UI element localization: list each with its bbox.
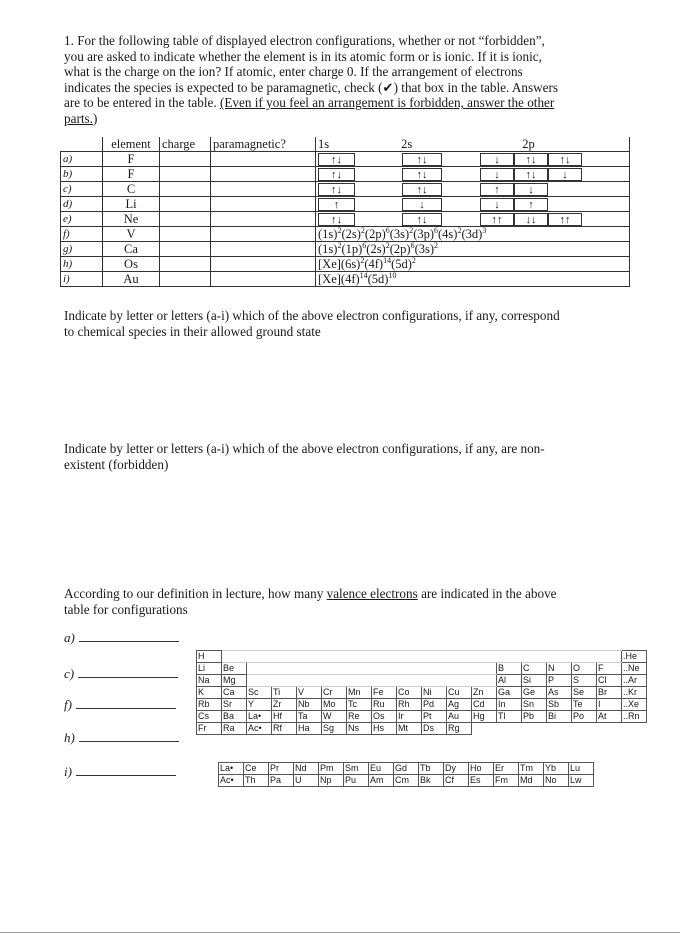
element-cell: Ha [297,723,322,735]
periodic-row [219,775,594,787]
element-cell: Tm [519,763,544,775]
element-cell: Pu [344,775,369,787]
element-cell: .He [622,651,647,663]
header-2s: 2s [401,136,413,151]
empty-cell [247,675,272,687]
empty-cell [497,723,522,735]
empty-cell [247,663,272,675]
element-cell: Hg [472,711,497,723]
element-cell: Rb [197,699,222,711]
empty-cell [447,675,472,687]
element-cell: ..Kr [622,687,647,699]
element-cell: Cr [322,687,347,699]
periodic-row [197,687,647,699]
question-1-text: 1. For the following table of displayed electron configurations, whether or not “forbidden”, you are asked to indicate whether the element is in its atomic form or is ionic. If it is ionic, what is the charge on the ion? If atomic, enter charge 0. If the arrangement of electrons indicates the species is expected to be paramagnetic, check (✔) that box in the table. Answers are to be entered in the table. (Even if you feel an arrangement is forbidden, answer the other parts.) [64,33,634,127]
element-cell: Bk [419,775,444,787]
config-i: $[Xe](4f)^{14}(5d)^{10}$ [316,272,630,287]
element-cell: Ru [372,699,397,711]
element-cell: Ac• [247,723,272,735]
element-cell: Fr [197,723,222,735]
periodic-row [219,763,594,775]
periodic-row [197,663,647,675]
question-ground-state: Indicate by letter or letters (a-i) which of the above electron configurations, if any, correspond to chemical species in their allowed ground state [64,308,560,339]
empty-cell [522,723,547,735]
empty-cell [272,675,297,687]
element-cell: W [322,711,347,723]
periodic-row [197,651,647,663]
element-cell: Sn [522,699,547,711]
empty-cell [597,723,622,735]
element-cell: Pr [269,763,294,775]
element-cell: Ra [222,723,247,735]
element-cell: Ti [272,687,297,699]
config-h: $[Xe](6s)^2(4f)^{14}(5d)^2$ [316,257,630,272]
element-cell: Pa [269,775,294,787]
table-row: e) Ne ↑↓ ↑↓ ↑↑ ↓↓ ↑↑ [61,212,630,227]
page-bottom-rule [0,932,680,933]
element-cell: Gd [394,763,419,775]
element-cell: Au [447,711,472,723]
charge-cell[interactable] [160,272,211,287]
element-cell: Mn [347,687,372,699]
element-cell: Ge [522,687,547,699]
element-cell: Si [522,675,547,687]
element-cell: Hf [272,711,297,723]
element-cell: Os [372,711,397,723]
element-cell: Zn [472,687,497,699]
element-cell: Be [222,663,247,675]
element-cell: Ds [422,723,447,735]
empty-cell [472,723,497,735]
config-f: $(1s)^2(2s)^2(2p)^6(3s)^2(3p)^6(4s)^2(3d)^3$ [316,227,630,242]
element-cell: Ga [497,687,522,699]
element-cell: ..Ne [622,663,647,675]
element-cell: Tb [419,763,444,775]
element-cell: Sb [547,699,572,711]
empty-cell [347,651,372,663]
element-cell: U [294,775,319,787]
empty-cell [547,651,572,663]
table-row: h) Os $[Xe](6s)^2(4f)^{14}(5d)^2$ [61,257,630,272]
intro-line-4: indicates the species is expected to be paramagnetic, check (✔) that box in the table. Answers [64,79,559,95]
element-cell: N [547,663,572,675]
empty-cell [222,651,247,663]
element-cell: Yb [544,763,569,775]
element-cell: Co [397,687,422,699]
charge-cell[interactable] [160,227,211,242]
empty-cell [497,651,522,663]
element-cell: Pm [319,763,344,775]
element-cell: Rg [447,723,472,735]
paramagnetic-cell[interactable] [211,182,316,197]
header-paramagnetic: paramagnetic? [211,137,316,152]
element-cell: I [597,699,622,711]
empty-cell [272,651,297,663]
element-cell: Mo [322,699,347,711]
paramagnetic-cell[interactable] [211,152,316,167]
element-cell: Ag [447,699,472,711]
empty-cell [397,675,422,687]
empty-cell [322,651,347,663]
periodic-table-f-block [218,762,594,787]
element-cell: S [572,675,597,687]
answer-a[interactable]: a) [64,630,179,646]
config-g: $(1s)^2(1p)^6(2s)^2(2p)^6(3s)^2$ [316,242,630,257]
element-cell: No [544,775,569,787]
charge-cell[interactable] [160,242,211,257]
element-cell: C [522,663,547,675]
empty-cell [597,651,622,663]
element-cell: Se [572,687,597,699]
table-row: f) V $(1s)^2(2s)^2(2p)^6(3s)^2(3p)^6(4s)^2(3d)^3$ [61,227,630,242]
charge-cell[interactable] [160,212,211,227]
element-cell: Po [572,711,597,723]
element-cell: Cl [597,675,622,687]
empty-cell [397,663,422,675]
element-cell: Lw [569,775,594,787]
periodic-table [196,650,647,735]
element-cell: Dy [444,763,469,775]
element-cell: Bi [547,711,572,723]
element-cell: Na [197,675,222,687]
empty-cell [472,663,497,675]
table-row: i) Au $[Xe](4f)^{14}(5d)^{10}$ [61,272,630,287]
intro-underlined-2: parts. [64,110,93,126]
element-cell: Ac• [219,775,244,787]
element-cell: Li [197,663,222,675]
element-cell: La• [219,763,244,775]
element-cell: Br [597,687,622,699]
element-cell: Cf [444,775,469,787]
question-valence: According to our definition in lecture, how many valence electrons are indicated in the above table for configurations [64,586,557,617]
element-cell: Mt [397,723,422,735]
empty-cell [522,651,547,663]
element-cell: La• [247,711,272,723]
paramagnetic-cell[interactable] [211,212,316,227]
element-cell: Sc [247,687,272,699]
table-row: g) Ca $(1s)^2(1p)^6(2s)^2(2p)^6(3s)^2$ [61,242,630,257]
empty-cell [472,651,497,663]
element-cell: ..Ar [622,675,647,687]
element-cell: Ho [469,763,494,775]
element-cell: ..Xe [622,699,647,711]
electron-config-table [60,137,630,287]
intro-line-2: you are asked to indicate whether the element is in its atomic form or is ionic. If it is ionic, [64,48,542,64]
empty-cell [297,663,322,675]
periodic-row [197,723,647,735]
empty-cell [422,663,447,675]
element-cell: Md [519,775,544,787]
element-cell: Nd [294,763,319,775]
element-cell: Eu [369,763,394,775]
empty-cell [297,651,322,663]
intro-line-5: are to be entered in the table. [64,95,220,111]
element-cell: At [597,711,622,723]
header-2p: 2p [522,136,535,151]
element-cell: Fe [372,687,397,699]
element-cell: Sg [322,723,347,735]
empty-cell [372,675,397,687]
header-charge: charge [160,137,211,152]
answer-f[interactable]: f) [64,697,176,713]
header-element: element [103,137,160,152]
element-cell: Tc [347,699,372,711]
element-cell: Sr [222,699,247,711]
question-forbidden: Indicate by letter or letters (a-i) which of the above electron configurations, if any, are non- existent (forbidden) [64,441,545,472]
empty-cell [572,651,597,663]
paramagnetic-cell[interactable] [211,227,316,242]
element-cell: Ir [397,711,422,723]
element-cell: Zr [272,699,297,711]
element-cell: Fm [494,775,519,787]
table-row: a) F ↑↓ ↑↓ ↓ ↑↓ ↑↓ [61,152,630,167]
element-cell: B [497,663,522,675]
intro-line-1: 1. For the following table of displayed electron configurations, whether or not “forbidden”, [64,33,545,48]
periodic-row [197,699,647,711]
empty-cell [397,651,422,663]
empty-cell [447,651,472,663]
element-cell: Pt [422,711,447,723]
element-cell: Th [244,775,269,787]
header-1s: 1s [318,136,330,151]
empty-cell [447,663,472,675]
table-row: b) F ↑↓ ↑↓ ↓ ↑↓ ↓ [61,167,630,182]
element-cell: Nb [297,699,322,711]
answer-i[interactable]: i) [64,764,176,780]
empty-cell [347,663,372,675]
element-cell: Pd [422,699,447,711]
element-cell: Ce [244,763,269,775]
element-cell: Er [494,763,519,775]
charge-cell[interactable] [160,197,211,212]
empty-cell [272,663,297,675]
empty-cell [622,723,647,735]
empty-cell [572,723,597,735]
element-cell: Cs [197,711,222,723]
charge-cell[interactable] [160,167,211,182]
charge-cell[interactable] [160,182,211,197]
empty-cell [422,675,447,687]
periodic-row [197,711,647,723]
element-cell: Sm [344,763,369,775]
paramagnetic-cell[interactable] [211,257,316,272]
element-cell: Es [469,775,494,787]
element-cell: As [547,687,572,699]
element-cell: Ni [422,687,447,699]
element-cell: Lu [569,763,594,775]
element-cell: Te [572,699,597,711]
element-cell: Tl [497,711,522,723]
charge-cell[interactable] [160,257,211,272]
empty-cell [422,651,447,663]
element-cell: Cm [394,775,419,787]
element-cell: F [597,663,622,675]
element-cell: V [297,687,322,699]
element-cell: In [497,699,522,711]
intro-line-3: what is the charge on the ion? If atomic, enter charge 0. If the arrangement of electrons [64,64,523,80]
paramagnetic-cell[interactable] [211,242,316,257]
intro-underlined: (Even if you feel an arrangement is forbidden, answer the other [219,95,555,111]
table-header-row [61,137,630,152]
paramagnetic-cell[interactable] [211,167,316,182]
answer-c[interactable]: c) [64,666,178,682]
element-cell: O [572,663,597,675]
element-cell: Ba [222,711,247,723]
element-cell: Rf [272,723,297,735]
element-cell: Ca [222,687,247,699]
empty-cell [247,651,272,663]
element-cell: Y [247,699,272,711]
element-cell: P [547,675,572,687]
element-cell: Al [497,675,522,687]
element-cell: Pb [522,711,547,723]
empty-cell [547,723,572,735]
element-cell: Ta [297,711,322,723]
element-cell: Am [369,775,394,787]
table-row: c) C ↑↓ ↑↓ ↑ ↓ [61,182,630,197]
empty-cell [347,675,372,687]
element-cell: Cd [472,699,497,711]
element-cell: K [197,687,222,699]
element-cell: Np [319,775,344,787]
answer-h[interactable]: h) [64,730,179,746]
element-cell: H [197,651,222,663]
empty-cell [297,675,322,687]
element-cell: Mg [222,675,247,687]
empty-cell [472,675,497,687]
empty-cell [372,651,397,663]
element-cell: ..Rn [622,711,647,723]
element-cell: Re [347,711,372,723]
paramagnetic-cell[interactable] [211,197,316,212]
paramagnetic-cell[interactable] [211,272,316,287]
element-cell: Hs [372,723,397,735]
element-cell: Rh [397,699,422,711]
empty-cell [322,675,347,687]
empty-cell [322,663,347,675]
periodic-row [197,675,647,687]
table-row: d) Li ↑ ↓ ↓ ↑ [61,197,630,212]
empty-cell [372,663,397,675]
element-cell: Ns [347,723,372,735]
charge-cell[interactable] [160,152,211,167]
element-cell: Cu [447,687,472,699]
